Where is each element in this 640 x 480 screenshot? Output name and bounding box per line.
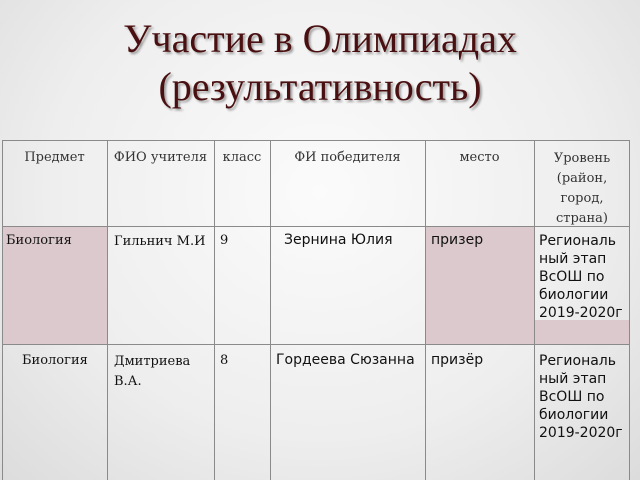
row1-winner: Зернина Юлия — [284, 232, 393, 248]
page-title: Участие в Олимпиадах — [123, 16, 517, 61]
header-subject: Предмет — [24, 150, 85, 165]
row2-subject: Биология — [22, 353, 88, 368]
row2-level: Региональ ный этап ВсОШ по биологии 2019-2020г — [539, 353, 623, 441]
row1-subject: Биология — [6, 233, 72, 248]
row1-place: призер — [431, 232, 484, 248]
row1-level: Региональ ный этап ВсОШ по биологии 2019-2020г — [539, 233, 623, 321]
header-grade: класс — [222, 150, 262, 165]
olympiad-results-table — [0, 140, 640, 480]
table-border — [425, 140, 426, 480]
table-border — [214, 140, 215, 480]
page-subtitle: (результативность) — [158, 64, 482, 109]
table-border — [270, 140, 271, 480]
row1-teacher: Гильнич М.И — [114, 234, 206, 249]
header-teacher: ФИО учителя — [113, 150, 208, 165]
header-level: Уровень (район, город, страна) — [553, 151, 611, 226]
table-border — [2, 140, 3, 480]
table-border — [107, 140, 108, 480]
row2-winner: Гордеева Сюзанна — [276, 352, 415, 368]
header-place: место — [459, 150, 500, 165]
cell-shade — [534, 320, 630, 344]
header-winner: ФИ победителя — [294, 150, 401, 165]
row2-teacher: Дмитриева В.А. — [114, 354, 191, 389]
row2-grade: 8 — [220, 353, 229, 368]
row2-place: призёр — [431, 352, 484, 368]
table-border — [2, 140, 630, 141]
row1-grade: 9 — [220, 233, 229, 248]
table-border — [2, 344, 630, 345]
